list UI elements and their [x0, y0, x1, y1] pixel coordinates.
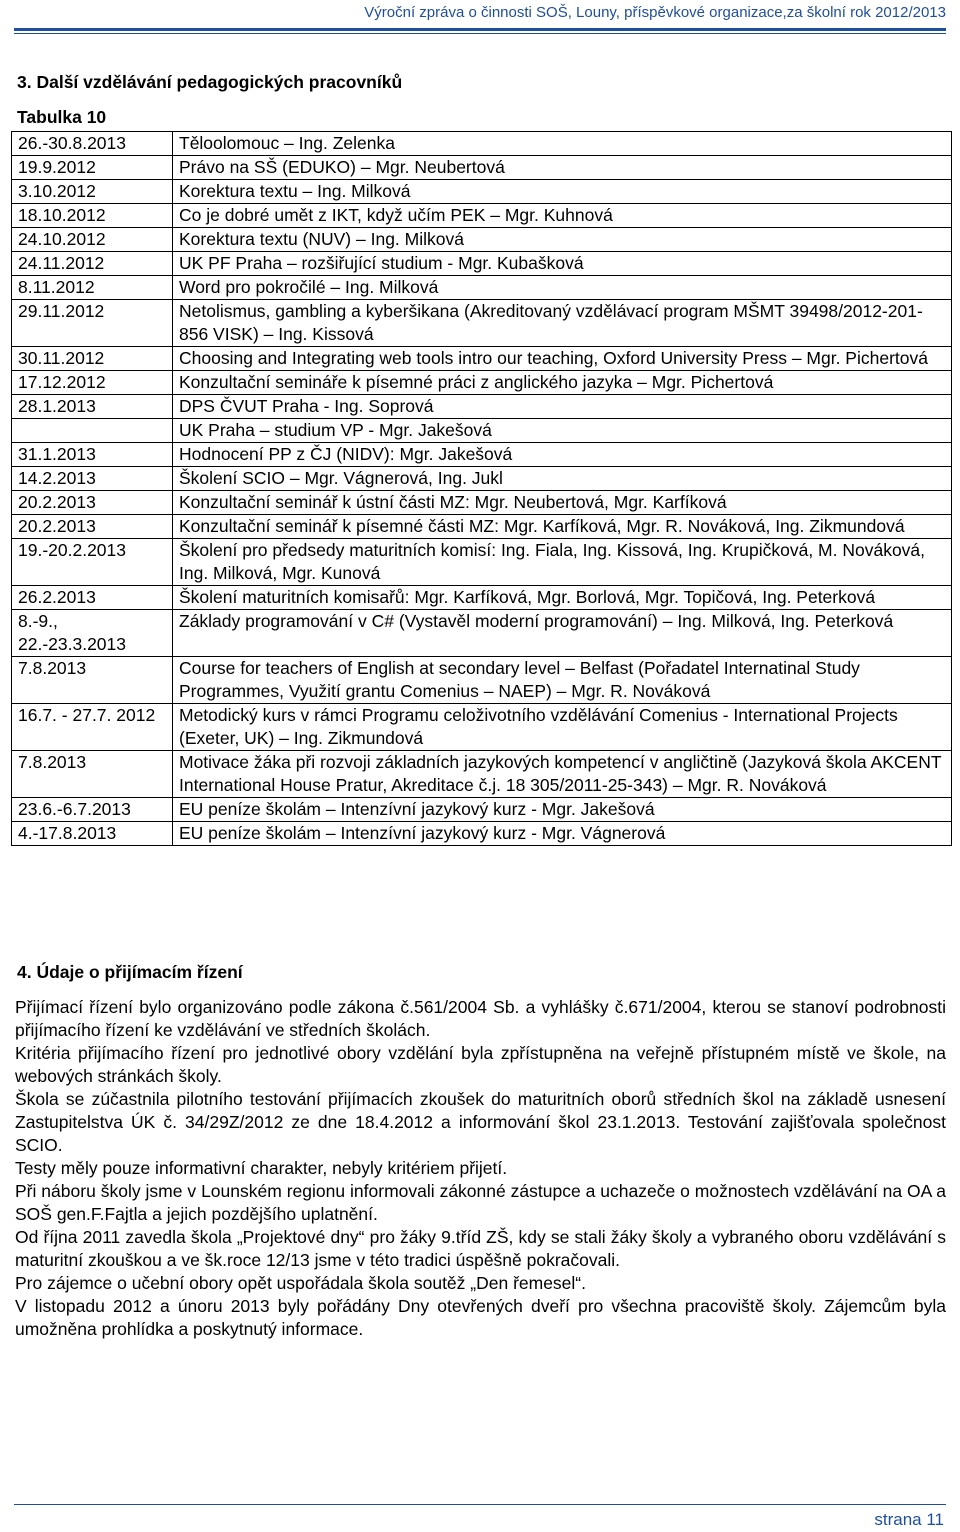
- running-header: Výroční zpráva o činnosti SOŠ, Louny, příspěvkové organizace,za školní rok 2012/2013: [364, 4, 946, 21]
- table-row: [12, 610, 952, 657]
- course-cell: Konzultační seminář k ústní části MZ: Mgr. Neubertová, Mgr. Karfíková: [173, 491, 952, 515]
- course-cell: Choosing and Integrating web tools intro our teaching, Oxford University Press – Mgr. Pichertová: [173, 347, 952, 371]
- paragraph: V listopadu 2012 a únoru 2013 byly pořádány Dny otevřených dveří pro všechna pracoviště školy. Zájemcům byla umožněna prohlídka a poskytnutý informace.: [15, 1296, 946, 1339]
- paragraph: Přijímací řízení bylo organizováno podle zákona č.561/2004 Sb. a vyhlášky č.671/2004, kterou se stanoví podrobnosti přijímacího řízení ke vzdělávání ve středních školách.: [15, 997, 946, 1040]
- course-cell: Word pro pokročilé – Ing. Milková: [173, 276, 952, 300]
- date-cell: 7.8.2013: [12, 751, 173, 798]
- table-row: [12, 156, 952, 180]
- date-cell: 19.-20.2.2013: [12, 539, 173, 586]
- table-row: [12, 467, 952, 491]
- table-caption: Tabulka 10: [17, 107, 107, 127]
- date-cell: 16.7. - 27.7. 2012: [12, 704, 173, 751]
- course-cell: EU peníze školám – Intenzívní jazykový kurz - Mgr. Jakešová: [173, 798, 952, 822]
- paragraph: Škola se zúčastnila pilotního testování přijímacích zkoušek do maturitních oborů středních škol na základě usnesení Zastupitelstva ÚK č. 34/29Z/2012 ze dne 18.4.2012 a informování škol 23.1.2013. Testování zajišťovala společnost SCIO.: [15, 1089, 946, 1155]
- table-row: [12, 798, 952, 822]
- table-row: [12, 539, 952, 586]
- course-cell: Školení pro předsedy maturitních komisí: Ing. Fiala, Ing. Kissová, Ing. Krupičková, M. Nováková, Ing. Milková, Mgr. Kunová: [173, 539, 952, 586]
- course-cell: Course for teachers of English at secondary level – Belfast (Pořadatel Internatinal Study Programmes, Využití grantu Comenius – NAEP) – Mgr. R. Nováková: [173, 657, 952, 704]
- table-row: [12, 515, 952, 539]
- course-cell: Základy programování v C# (Vystavěl moderní programování) – Ing. Milková, Ing. Peterková: [173, 610, 952, 657]
- table-row: [12, 419, 952, 443]
- course-cell: EU peníze školám – Intenzívní jazykový kurz - Mgr. Vágnerová: [173, 822, 952, 846]
- table-row: [12, 657, 952, 704]
- table-row: [12, 300, 952, 347]
- date-cell: 31.1.2013: [12, 443, 173, 467]
- section-3-heading: 3. Další vzdělávání pedagogických pracovníků: [17, 72, 403, 92]
- table-row: [12, 180, 952, 204]
- date-cell: 3.10.2012: [12, 180, 173, 204]
- date-cell: 19.9.2012: [12, 156, 173, 180]
- course-cell: Co je dobré umět z IKT, když učím PEK – Mgr. Kuhnová: [173, 204, 952, 228]
- section-4-heading: 4. Údaje o přijímacím řízení: [17, 962, 243, 982]
- table-row: [12, 491, 952, 515]
- date-cell: 23.6.-6.7.2013: [12, 798, 173, 822]
- date-cell: 17.12.2012: [12, 371, 173, 395]
- date-cell: 8.11.2012: [12, 276, 173, 300]
- header-rule: [14, 28, 946, 31]
- date-cell: 24.11.2012: [12, 252, 173, 276]
- header-rule-thin: [14, 33, 946, 34]
- course-cell: UK PF Praha – rozšiřující studium - Mgr. Kubašková: [173, 252, 952, 276]
- date-cell: 20.2.2013: [12, 515, 173, 539]
- date-cell: 29.11.2012: [12, 300, 173, 347]
- paragraph: Testy měly pouze informativní charakter, nebyly kritériem přijetí.: [15, 1158, 508, 1178]
- date-cell: 30.11.2012: [12, 347, 173, 371]
- course-cell: Právo na SŠ (EDUKO) – Mgr. Neubertová: [173, 156, 952, 180]
- date-cell: 4.-17.8.2013: [12, 822, 173, 846]
- date-cell: 18.10.2012: [12, 204, 173, 228]
- date-cell: 28.1.2013: [12, 395, 173, 419]
- date-cell: 24.10.2012: [12, 228, 173, 252]
- course-cell: Hodnocení PP z ČJ (NIDV): Mgr. Jakešová: [173, 443, 952, 467]
- table-row: [12, 276, 952, 300]
- course-cell: Netolismus, gambling a kyberšikana (Akreditovaný vzdělávací program MŠMT 39498/2012-201-856 VISK) – Ing. Kissová: [173, 300, 952, 347]
- table-row: [12, 395, 952, 419]
- training-table: [11, 131, 952, 846]
- table-row: [12, 751, 952, 798]
- course-cell: Metodický kurs v rámci Programu celoživotního vzdělávání Comenius - International Projects (Exeter, UK) – Ing. Zikmundová: [173, 704, 952, 751]
- date-cell: 14.2.2013: [12, 467, 173, 491]
- course-cell: DPS ČVUT Praha - Ing. Soprová: [173, 395, 952, 419]
- course-cell: Konzultační semináře k písemné práci z anglického jazyka – Mgr. Pichertová: [173, 371, 952, 395]
- paragraph: Kritéria přijímacího řízení pro jednotlivé obory vzdělání byla zpřístupněna na veřejně přístupném místě ve škole, na webových stránkách školy.: [15, 1043, 946, 1086]
- table-row: [12, 704, 952, 751]
- course-cell: Korektura textu – Ing. Milková: [173, 180, 952, 204]
- paragraph: Pro zájemce o učební obory opět uspořádala škola soutěž „Den řemesel“.: [15, 1273, 586, 1293]
- paragraph: Od října 2011 zavedla škola „Projektové dny“ pro žáky 9.tříd ZŠ, kdy se stali žáky školy a vybraného oboru vzdělávání s maturitní zkouškou a ve šk.roce 12/13 jsme v této tradici úspěšně pokračovali.: [15, 1227, 946, 1270]
- table-row: [12, 252, 952, 276]
- course-cell: Těloolomouc – Ing. Zelenka: [173, 132, 952, 156]
- date-cell: 7.8.2013: [12, 657, 173, 704]
- course-cell: UK Praha – studium VP - Mgr. Jakešová: [173, 419, 952, 443]
- table-row: [12, 586, 952, 610]
- page-number: strana 11: [874, 1510, 944, 1529]
- date-cell: 26.2.2013: [12, 586, 173, 610]
- admission-text: [15, 996, 946, 1341]
- footer-rule: [14, 1504, 946, 1505]
- table-row: [12, 443, 952, 467]
- table-row: [12, 204, 952, 228]
- table-row: [12, 822, 952, 846]
- date-cell: 26.-30.8.2013: [12, 132, 173, 156]
- date-cell: 20.2.2013: [12, 491, 173, 515]
- course-cell: Korektura textu (NUV) – Ing. Milková: [173, 228, 952, 252]
- table-row: [12, 347, 952, 371]
- course-cell: Konzultační seminář k písemné části MZ: Mgr. Karfíková, Mgr. R. Nováková, Ing. Zikmundová: [173, 515, 952, 539]
- paragraph: Při náboru školy jsme v Lounském regionu informovali zákonné zástupce a uchazeče o možnostech vzdělávání na OA a SOŠ gen.F.Fajtla a jejich pozdějšího uplatnění.: [15, 1181, 946, 1224]
- table-row: [12, 132, 952, 156]
- course-cell: Školení maturitních komisařů: Mgr. Karfíková, Mgr. Borlová, Mgr. Topičová, Ing. Peterková: [173, 586, 952, 610]
- date-cell: [12, 419, 173, 443]
- table-row: [12, 371, 952, 395]
- course-cell: Motivace žáka při rozvoji základních jazykových kompetencí v angličtině (Jazyková škola AKCENT International House Pratur, Akreditace č.j. 18 305/2011-25-343) – Mgr. R. Nováková: [173, 751, 952, 798]
- course-cell: Školení SCIO – Mgr. Vágnerová, Ing. Jukl: [173, 467, 952, 491]
- table-row: [12, 228, 952, 252]
- date-cell: 8.-9., 22.-23.3.2013: [12, 610, 173, 657]
